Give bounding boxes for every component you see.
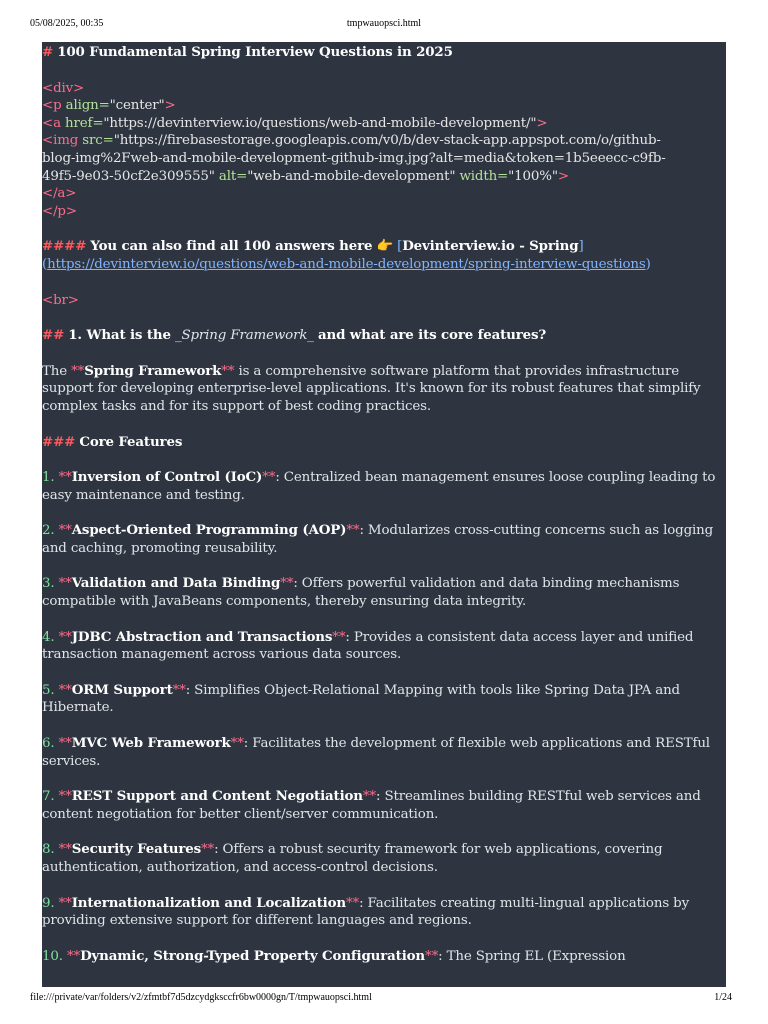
h1-marker: # xyxy=(42,44,54,60)
feature-stars-open: ** xyxy=(58,842,72,858)
feature-number: 7. xyxy=(42,789,55,805)
pointing-right-icon: 👉 xyxy=(376,239,393,255)
feature-stars-open: ** xyxy=(58,789,72,805)
feature-number: 6. xyxy=(42,736,55,752)
markdown-content xyxy=(42,42,726,965)
feature-title: JDBC Abstraction and Transactions xyxy=(71,628,333,645)
feature-title: MVC Web Framework xyxy=(71,735,231,752)
feature-description: : Centralized bean management ensures loose coupling leading to easy maintenance and testing. xyxy=(42,470,716,503)
img-alt-val: "web-and-mobile-development" xyxy=(247,168,456,184)
h4-link-close: ] xyxy=(578,239,584,255)
print-page-number: 1/24 xyxy=(714,992,732,1003)
feature-item xyxy=(42,629,726,664)
intro-stars-close: ** xyxy=(221,363,235,379)
feature-stars-open: ** xyxy=(58,523,72,539)
feature-title: Internationalization and Localization xyxy=(71,894,346,911)
feature-number: 3. xyxy=(42,576,55,592)
intro-stars-open: ** xyxy=(71,363,85,379)
feature-description: : Simplifies Object-Relational Mapping with tools like Spring Data JPA and Hibernate. xyxy=(42,682,680,716)
h1-heading xyxy=(42,44,726,62)
intro-rest: is a comprehensive software platform that provides infrastructure support for developing enterprise-level applications. It's known for its robust features that simplify complex tasks and for its support of best coding practices. xyxy=(42,363,701,414)
feature-stars-open: ** xyxy=(58,895,72,911)
img-src-part-1: "https://firebasestorage.googleapis.com/v0/b/dev-stack-app.appspot.com/o/github- xyxy=(113,133,661,149)
feature-item xyxy=(42,948,726,966)
img-src-part-2: blog-img%2Fweb-and-mobile-development-github-img.jpg?alt=media&token=1b5eeecc-c9fb- xyxy=(42,150,666,166)
html-p-open xyxy=(42,97,726,115)
feature-stars-open: ** xyxy=(58,470,72,486)
feature-number: 9. xyxy=(42,895,55,911)
feature-stars-close: ** xyxy=(332,629,346,645)
html-img-line-1 xyxy=(42,132,726,150)
feature-number: 8. xyxy=(42,842,55,858)
print-title: tmpwauopsci.html xyxy=(346,18,422,29)
h2-marker: ## xyxy=(42,327,65,344)
br-tag: <br> xyxy=(42,292,79,308)
feature-title: Inversion of Control (IoC) xyxy=(71,469,263,486)
feature-stars-close: ** xyxy=(201,842,215,858)
feature-stars-close: ** xyxy=(172,682,186,698)
feature-item xyxy=(42,841,726,876)
feature-title: Dynamic, Strong-Typed Property Configuration xyxy=(80,947,426,964)
feature-item xyxy=(42,895,726,930)
img-src-part-3: 49f5-9e03-50cf2e309555" xyxy=(42,168,215,184)
p-attr: align= xyxy=(61,98,110,114)
h1-text: 100 Fundamental Spring Interview Questions in 2025 xyxy=(57,44,453,60)
img-width-val: "100%" xyxy=(508,168,558,184)
url-open-paren: ( xyxy=(42,256,48,272)
feature-stars-open: ** xyxy=(58,629,72,645)
feature-title: Security Features xyxy=(71,841,201,858)
feature-description: : Facilitates the development of flexible web applications and RESTful services. xyxy=(42,736,710,769)
feature-number: 1. xyxy=(42,470,55,486)
feature-number: 10. xyxy=(42,948,63,964)
feature-description: : Offers a robust security framework for web applications, covering authentication, authorization, and access-control decisions. xyxy=(42,842,663,875)
h4-marker: #### xyxy=(42,238,87,255)
a-close: > xyxy=(536,115,548,131)
h4-link-text[interactable]: Devinterview.io - Spring xyxy=(402,238,579,255)
feature-stars-close: ** xyxy=(262,470,276,486)
feature-number: 5. xyxy=(42,682,55,698)
question-1-suffix: and what are its core features? xyxy=(317,327,547,344)
img-width-attr: width= xyxy=(455,168,509,184)
feature-description: : The Spring EL (Expression xyxy=(438,948,626,964)
feature-description: : Offers powerful validation and data binding mechanisms compatible with JavaBeans components, thereby ensuring data integrity. xyxy=(42,576,680,610)
feature-item xyxy=(42,575,726,610)
feature-item xyxy=(42,682,726,717)
feature-stars-open: ** xyxy=(58,576,72,592)
print-header xyxy=(30,18,738,32)
html-img-line-2 xyxy=(42,150,726,168)
question-1-heading xyxy=(42,327,726,345)
feature-item xyxy=(42,469,726,504)
feature-description: : Provides a consistent data access layer and unified transaction management across various data sources. xyxy=(42,629,694,663)
img-src-attr: src= xyxy=(78,133,114,149)
question-1-prefix: 1. What is the xyxy=(68,327,171,344)
feature-stars-open: ** xyxy=(58,736,72,752)
feature-description: : Modularizes cross-cutting concerns such as logging and caching, promoting reusability. xyxy=(42,523,714,556)
feature-title: Validation and Data Binding xyxy=(71,575,281,592)
feature-title: Aspect-Oriented Programming (AOP) xyxy=(71,522,347,539)
feature-description: : Streamlines building RESTful web services and content negotiation for better client/server communication. xyxy=(42,789,701,822)
intro-prefix: The xyxy=(42,363,68,379)
feature-stars-open: ** xyxy=(66,948,81,964)
feature-title: REST Support and Content Negotiation xyxy=(71,788,363,805)
img-tag: <img xyxy=(42,133,79,149)
question-1-italic: _Spring Framework_ xyxy=(174,328,314,344)
url-close-paren: ) xyxy=(645,256,651,272)
feature-description: : Facilitates creating multi-lingual applications by providing extensive support for different languages and regions. xyxy=(42,895,689,929)
h4-text: You can also find all 100 answers here xyxy=(90,238,373,255)
feature-stars-close: ** xyxy=(346,895,360,911)
h3-marker: ### xyxy=(42,433,76,450)
feature-list xyxy=(42,469,726,965)
print-footer xyxy=(30,992,738,1006)
img-alt-attr: alt= xyxy=(214,168,248,184)
feature-stars-close: ** xyxy=(362,789,376,805)
feature-title: ORM Support xyxy=(71,681,173,698)
feature-number: 2. xyxy=(42,523,55,539)
html-a-open xyxy=(42,115,726,133)
h4-url-line xyxy=(42,256,726,274)
html-p-close xyxy=(42,203,726,221)
a-val: "https://devinterview.io/questions/web-and-mobile-development/" xyxy=(103,115,537,131)
p-end-tag: </p> xyxy=(42,203,77,219)
html-div-open xyxy=(42,80,726,98)
intro-bold: Spring Framework xyxy=(84,362,222,379)
h3-text: Core Features xyxy=(79,433,183,450)
a-tag: <a xyxy=(42,115,61,131)
p-tag: <p xyxy=(42,98,62,114)
feature-stars-close: ** xyxy=(346,523,360,539)
spring-questions-url[interactable]: https://devinterview.io/questions/web-and-mobile-development/spring-interview-questions xyxy=(47,256,646,272)
feature-item xyxy=(42,522,726,557)
h3-heading xyxy=(42,434,726,452)
feature-item xyxy=(42,788,726,823)
a-attr: href= xyxy=(60,115,104,131)
h4-link-open: [ xyxy=(397,239,403,255)
print-file-path: file:///private/var/folders/v2/zfmtbf7d5dzcydgksccfr6bw0000gn/T/tmpwauopsci.html xyxy=(30,992,372,1003)
feature-stars-close: ** xyxy=(280,576,294,592)
feature-stars-close: ** xyxy=(425,948,439,964)
document-page xyxy=(42,42,726,987)
html-a-close xyxy=(42,185,726,203)
feature-stars-open: ** xyxy=(58,682,72,698)
html-img-line-3 xyxy=(42,168,726,186)
print-date: 05/08/2025, 00:35 xyxy=(30,18,104,29)
feature-item xyxy=(42,735,726,770)
html-br xyxy=(42,292,726,310)
img-close: > xyxy=(557,168,569,184)
feature-number: 4. xyxy=(42,629,55,645)
a-end-tag: </a> xyxy=(42,186,77,202)
intro-paragraph xyxy=(42,363,726,416)
p-close: > xyxy=(164,98,176,114)
div-open-tag: <div> xyxy=(42,80,85,96)
feature-stars-close: ** xyxy=(230,736,244,752)
h4-heading xyxy=(42,238,726,256)
spring-questions-link[interactable] xyxy=(47,257,645,272)
p-val: "center" xyxy=(109,98,165,114)
